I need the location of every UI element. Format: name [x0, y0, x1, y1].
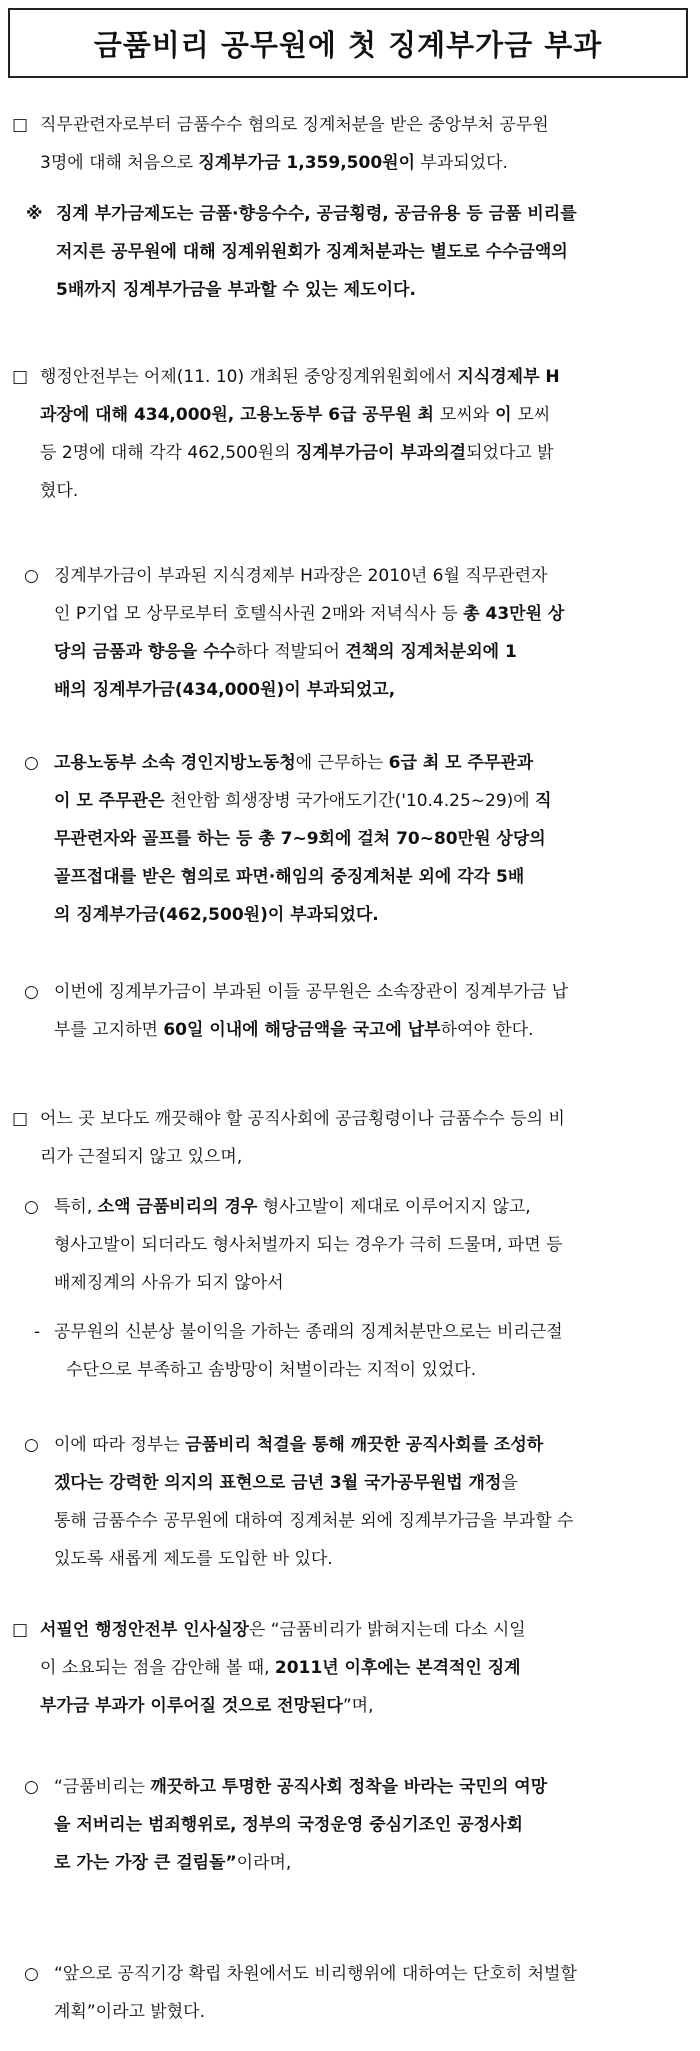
paragraph-1 — [0, 106, 700, 182]
note-paragraph — [0, 195, 700, 309]
text-line: 3명에 대해 처음으로 징계부가금 1,359,500원이 부과되었다. — [40, 153, 508, 173]
text-line: 등 2명에 대해 각각 462,500원의 징계부가금이 부과의결되었다고 밝 — [40, 443, 554, 463]
text-line: 공무원의 신분상 불이익을 가하는 종래의 징계처분만으로는 비리근절 — [54, 1322, 563, 1342]
text-line: 당의 금품과 향응을 수수하다 적발되어 견책의 징계처분외에 1 — [54, 642, 517, 662]
text-line: 이에 따라 정부는 금품비리 척결을 통해 깨끗한 공직사회를 조성하 — [54, 1435, 544, 1455]
text-line: 로 가는 가장 큰 걸림돌”이라며, — [54, 1853, 292, 1873]
text-line: 이번에 징계부가금이 부과된 이들 공무원은 소속장관이 징계부가금 납 — [54, 982, 569, 1002]
paragraph-3 — [0, 557, 700, 709]
paragraph-6 — [0, 1100, 700, 1176]
text-line: 징계부가금이 부과된 지식경제부 H과장은 2010년 6월 직무관련자 — [54, 566, 548, 586]
paragraph-2 — [0, 358, 700, 510]
text-line: 겠다는 강력한 의지의 표현으로 금년 3월 국가공무원법 개정을 — [54, 1473, 518, 1493]
text-line: 행정안전부는 어제(11. 10) 개최된 중앙징계위원회에서 지식경제부 H — [40, 367, 560, 387]
text-line: 무관련자와 골프를 하는 등 총 7~9회에 걸쳐 70~80만원 상당의 — [54, 829, 546, 849]
text-line: 수단으로 부족하고 솜방망이 처벌이라는 지적이 있었다. — [66, 1360, 477, 1380]
text-line: 이 모 주무관은 천안함 희생장병 국가애도기간('10.4.25~29)에 직 — [54, 791, 552, 811]
text-line: 5배까지 징계부가금을 부과할 수 있는 제도이다. — [56, 280, 416, 300]
circle-bullet-icon: ○ — [24, 1777, 39, 1797]
circle-bullet-icon: ○ — [24, 753, 39, 773]
paragraph-8 — [0, 1313, 700, 1389]
paragraph-10 — [0, 1611, 700, 1725]
text-line: 있도록 새롭게 제도를 도입한 바 있다. — [54, 1549, 333, 1569]
text-line: 징계 부가금제도는 금품·향응수수, 공금횡령, 공금유용 등 금품 비리를 — [56, 204, 577, 224]
text-line: 부를 고지하면 60일 이내에 해당금액을 국고에 납부하여야 한다. — [54, 1020, 534, 1040]
circle-bullet-icon: ○ — [24, 566, 39, 586]
square-bullet-icon: □ — [12, 1109, 29, 1129]
paragraph-9 — [0, 1426, 700, 1578]
circle-bullet-icon: ○ — [24, 1435, 39, 1455]
text-line: 특히, 소액 금품비리의 경우 형사고발이 제대로 이루어지지 않고, — [54, 1197, 531, 1217]
paragraph-7 — [0, 1188, 700, 1302]
text-line: 서필언 행정안전부 인사실장은 “금품비리가 밝혀지는데 다소 시일 — [40, 1620, 526, 1640]
document-title: 금품비리 공무원에 첫 징계부가금 부과 — [8, 8, 688, 78]
square-bullet-icon: □ — [12, 367, 29, 387]
circle-bullet-icon: ○ — [24, 1197, 39, 1217]
text-line: 과장에 대해 434,000원, 고용노동부 6급 공무원 최 모씨와 이 모씨 — [40, 405, 551, 425]
note-mark-icon: ※ — [26, 204, 43, 224]
circle-bullet-icon: ○ — [24, 1964, 39, 1984]
text-line: 어느 곳 보다도 깨끗해야 할 공직사회에 공금횡령이나 금품수수 등의 비 — [40, 1109, 565, 1129]
text-line: 배의 징계부가금(434,000원)이 부과되었고, — [54, 680, 396, 700]
paragraph-12 — [0, 1955, 700, 2031]
text-line: 의 징계부가금(462,500원)이 부과되었다. — [54, 905, 379, 925]
text-line: 직무관련자로부터 금품수수 혐의로 징계처분을 받은 중앙부처 공무원 — [40, 115, 549, 135]
text-line: 이 소요되는 점을 감안해 볼 때, 2011년 이후에는 본격적인 징계 — [40, 1658, 521, 1678]
text-line: 형사고발이 되더라도 형사처벌까지 되는 경우가 극히 드물며, 파면 등 — [54, 1235, 563, 1255]
paragraph-11 — [0, 1768, 700, 1882]
text-line: 부가금 부과가 이루어질 것으로 전망된다”며, — [40, 1696, 374, 1716]
text-line: 배제징계의 사유가 되지 않아서 — [54, 1273, 284, 1293]
text-line: “금품비리는 깨끗하고 투명한 공직사회 정착을 바라는 국민의 여망 — [54, 1777, 548, 1797]
paragraph-5 — [0, 973, 700, 1049]
text-line: 인 P기업 모 상무로부터 호텔식사권 2매와 저녁식사 등 총 43만원 상 — [54, 604, 565, 624]
text-line: 고용노동부 소속 경인지방노동청에 근무하는 6급 최 모 주무관과 — [54, 753, 534, 773]
text-line: 계획”이라고 밝혔다. — [54, 2002, 205, 2022]
square-bullet-icon: □ — [12, 115, 29, 135]
text-line: 통해 금품수수 공무원에 대하여 징계처분 외에 징계부가금을 부과할 수 — [54, 1511, 574, 1531]
text-line: “앞으로 공직기강 확립 차원에서도 비리행위에 대하여는 단호히 처벌할 — [54, 1964, 577, 1984]
circle-bullet-icon: ○ — [24, 982, 39, 1002]
text-line: 혔다. — [40, 481, 79, 501]
paragraph-4 — [0, 744, 700, 934]
square-bullet-icon: □ — [12, 1620, 29, 1640]
dash-bullet-icon: - — [34, 1322, 41, 1342]
text-line: 골프접대를 받은 혐의로 파면·해임의 중징계처분 외에 각각 5배 — [54, 867, 525, 887]
text-line: 리가 근절되지 않고 있으며, — [40, 1147, 243, 1167]
text-line: 저지른 공무원에 대해 징계위원회가 징계처분과는 별도로 수수금액의 — [56, 242, 568, 262]
text-line: 을 저버리는 범죄행위로, 정부의 국정운영 중심기조인 공정사회 — [54, 1815, 523, 1835]
